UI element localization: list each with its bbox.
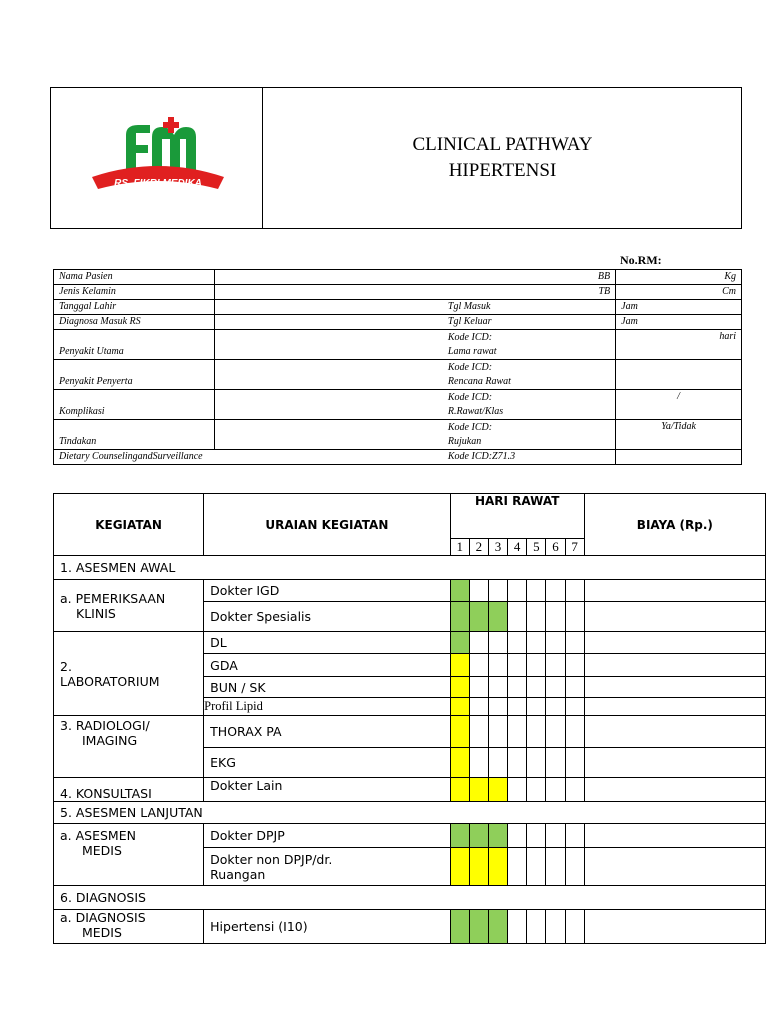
label-jenis-kelamin: Jenis Kelamin bbox=[54, 285, 215, 300]
item-gda: GDA bbox=[204, 654, 450, 677]
col-biaya: BIAYA (Rp.) bbox=[584, 494, 765, 556]
label-lama-rawat: Lama rawat bbox=[447, 346, 497, 357]
label-nama-pasien: Nama Pasien bbox=[54, 270, 215, 285]
label-kode-icd-1: Kode ICD: bbox=[447, 332, 493, 343]
label-rencana-rawat: Rencana Rawat bbox=[447, 376, 511, 387]
label-diagnosa-masuk: Diagnosa Masuk RS bbox=[54, 315, 215, 330]
item-hipertensi: Hipertensi (I10) bbox=[204, 910, 450, 944]
patient-identity-table bbox=[53, 269, 742, 465]
label-kode-icd-3: Kode ICD: bbox=[447, 392, 493, 403]
section-asesmen-lanjutan: 5. ASESMEN LANJUTAN bbox=[54, 802, 766, 824]
title-line-1: CLINICAL PATHWAY bbox=[412, 134, 593, 155]
item-thorax-pa: THORAX PA bbox=[204, 716, 450, 748]
day-6: 6 bbox=[546, 539, 565, 556]
ya-tidak: Ya/Tidak bbox=[616, 420, 742, 450]
label-kode-icd-4: Kode ICD: bbox=[447, 422, 493, 433]
hospital-logo bbox=[88, 115, 228, 200]
item-dl: DL bbox=[204, 632, 450, 654]
col-hari-rawat: HARI RAWAT bbox=[450, 494, 584, 539]
day-1: 1 bbox=[450, 539, 469, 556]
item-dokter-lain: Dokter Lain bbox=[204, 778, 450, 802]
item-bun-sk: BUN / SK bbox=[204, 677, 450, 698]
row-label-radiologi: 3. RADIOLOGI/ IMAGING bbox=[54, 716, 204, 778]
day-5: 5 bbox=[527, 539, 546, 556]
no-rm-label: No.RM: bbox=[620, 253, 662, 267]
unit-cm: Cm bbox=[616, 285, 742, 300]
item-profil-lipid: Profil Lipid bbox=[204, 698, 450, 716]
item-dokter-dpjp: Dokter DPJP bbox=[204, 824, 450, 848]
label-bb: BB bbox=[214, 270, 615, 285]
label-rujukan: Rujukan bbox=[447, 436, 482, 447]
row-label-diagnosis-medis: a. DIAGNOSIS MEDIS bbox=[54, 910, 204, 944]
item-ekg: EKG bbox=[204, 748, 450, 778]
row-label-asesmen-medis: a. ASESMEN MEDIS bbox=[54, 824, 204, 886]
label-tgl-keluar: Tgl Keluar bbox=[443, 315, 616, 330]
label-dietary: Dietary CounselingandSurveillance bbox=[54, 450, 443, 465]
day-4: 4 bbox=[508, 539, 527, 556]
label-penyakit-utama: Penyakit Utama bbox=[54, 330, 215, 360]
row-label-laboratorium: 2. LABORATORIUM bbox=[54, 632, 204, 716]
day-2: 2 bbox=[469, 539, 488, 556]
col-uraian: URAIAN KEGIATAN bbox=[204, 494, 450, 556]
svg-text:RS. FIKRI MEDIKA: RS. FIKRI MEDIKA bbox=[114, 178, 202, 189]
unit-hari: hari bbox=[616, 330, 742, 360]
label-kode-icd-2: Kode ICD: bbox=[447, 362, 493, 373]
label-kode-icd-z: Kode ICD:Z71.3 bbox=[443, 450, 616, 465]
document-title bbox=[263, 132, 742, 184]
label-rawat-klas: R.Rawat/Klas bbox=[447, 406, 504, 417]
label-penyakit-penyerta: Penyakit Penyerta bbox=[54, 360, 215, 390]
day-7: 7 bbox=[565, 539, 584, 556]
item-dokter-non-dpjp: Dokter non DPJP/dr. Ruangan bbox=[204, 848, 450, 886]
section-asesmen-awal: 1. ASESMEN AWAL bbox=[54, 556, 766, 580]
item-dokter-igd: Dokter IGD bbox=[204, 580, 450, 602]
label-jam-2: Jam bbox=[616, 315, 742, 330]
item-dokter-spesialis: Dokter Spesialis bbox=[204, 602, 450, 632]
row-label-konsultasi: 4. KONSULTASI bbox=[54, 778, 204, 802]
label-tgl-masuk: Tgl Masuk bbox=[443, 300, 616, 315]
pathway-table bbox=[53, 493, 766, 944]
col-kegiatan: KEGIATAN bbox=[54, 494, 204, 556]
label-komplikasi: Komplikasi bbox=[54, 390, 215, 420]
day-3: 3 bbox=[488, 539, 507, 556]
title-line-2: HIPERTENSI bbox=[448, 160, 557, 181]
label-tb: TB bbox=[214, 285, 615, 300]
label-tanggal-lahir: Tanggal Lahir bbox=[54, 300, 215, 315]
klas-separator: / bbox=[616, 390, 742, 420]
section-diagnosis: 6. DIAGNOSIS bbox=[54, 886, 766, 910]
label-jam-1: Jam bbox=[616, 300, 742, 315]
row-label-pemeriksaan: a. PEMERIKSAAN KLINIS bbox=[54, 580, 204, 632]
unit-kg: Kg bbox=[616, 270, 742, 285]
label-tindakan: Tindakan bbox=[54, 420, 215, 450]
